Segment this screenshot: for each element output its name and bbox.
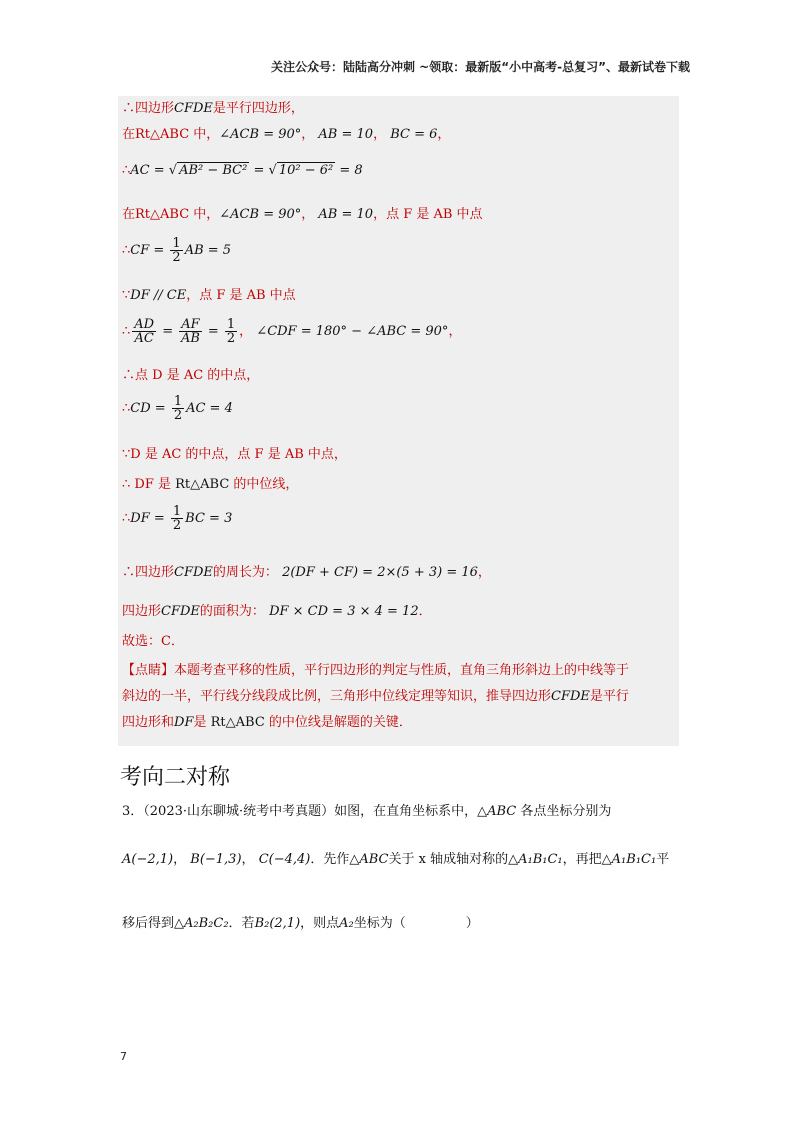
solution-line-12: ∴DF = $\frac{1}{2}$ BC = 3 [122, 504, 233, 533]
solution-line-14: 四边形CFDE的面积为： DF × CD = 3 × 4 = 12． [122, 604, 432, 619]
question-line-3: 移后得到△A₂B₂C₂．若B₂(2,1)，则点A₂坐标为（ ） [122, 916, 479, 931]
fraction: $\frac{AF}{AB}$ [181, 317, 200, 346]
question-line-1: 3．（2023·山东聊城·统考中考真题）如图，在直角坐标系中，△ABC 各点坐标分别为 [122, 804, 612, 819]
solution-line-4: 在Rt△ABC 中，∠ACB = 90°， AB = 10，点 F 是 AB 中点 [122, 207, 483, 222]
solution-line-8: ∴点 D 是 AC 的中点， [122, 368, 260, 383]
fraction: $\frac{AD}{AC}$ [134, 317, 155, 346]
page-number: 7 [120, 1050, 127, 1063]
solution-line-9: ∴CD = $\frac{1}{2}$ AC = 4 [122, 394, 233, 423]
page-header: 关注公众号：陆陆高分冲刺 ~领取：最新版“小中高考-总复习”、最新试卷下载 [271, 60, 690, 74]
solution-line-6: ∵DF // CE，点 F 是 AB 中点 [122, 288, 296, 303]
question-line-2: A(−2,1)， B(−1,3)， C(−4,4)．先作△ABC关于 x 轴成轴对称的△A₁B₁C₁，再把△A₁B₁C₁平 [122, 852, 670, 867]
fraction: $\frac{1}{2}$ [173, 394, 183, 423]
solution-line-7: ∴ $\frac{AD}{AC}$ = $\frac{AF}{AB}$ = $\frac{1}{2}$ ， ∠CDF = 180° − ∠ABC = 90°， [122, 317, 462, 346]
solution-line-10: ∵D 是 AC 的中点，点 F 是 AB 中点， [122, 447, 347, 462]
answer-line: 故选：C． [122, 634, 184, 649]
solution-line-11: ∴ DF 是 Rt△ABC 的中位线， [122, 477, 299, 492]
solution-line-5: ∴CF = $\frac{1}{2}$ AB = 5 [122, 236, 232, 265]
key-point-note: 【点睛】本题考查平移的性质，平行四边形的判定与性质，直角三角形斜边上的中线等于 斜边的一半，平行线分线段成比例，三角形中位线定理等知识，推导四边形CFDE是平行 四边形和DF是 Rt△ABC 的中位线是解题的关键． [122, 663, 630, 730]
section-title: 考向二对称 [120, 765, 231, 790]
solution-line-13: ∴四边形CFDE的周长为： 2(DF + CF) = 2×(5 + 3) = 16， [122, 565, 491, 580]
solution-line-1: ∴四边形CFDE是平行四边形， [122, 101, 304, 116]
solution-line-2: 在Rt△ABC 中，∠ACB = 90°， AB = 10， BC = 6， [122, 127, 451, 142]
fraction: $\frac{1}{2}$ [172, 504, 182, 533]
fraction: $\frac{1}{2}$ [226, 317, 236, 346]
fraction: $\frac{1}{2}$ [172, 236, 181, 265]
solution-line-3: ∴AC = √ AB² − BC² = √ 10² − 6² = 8 [122, 163, 363, 178]
